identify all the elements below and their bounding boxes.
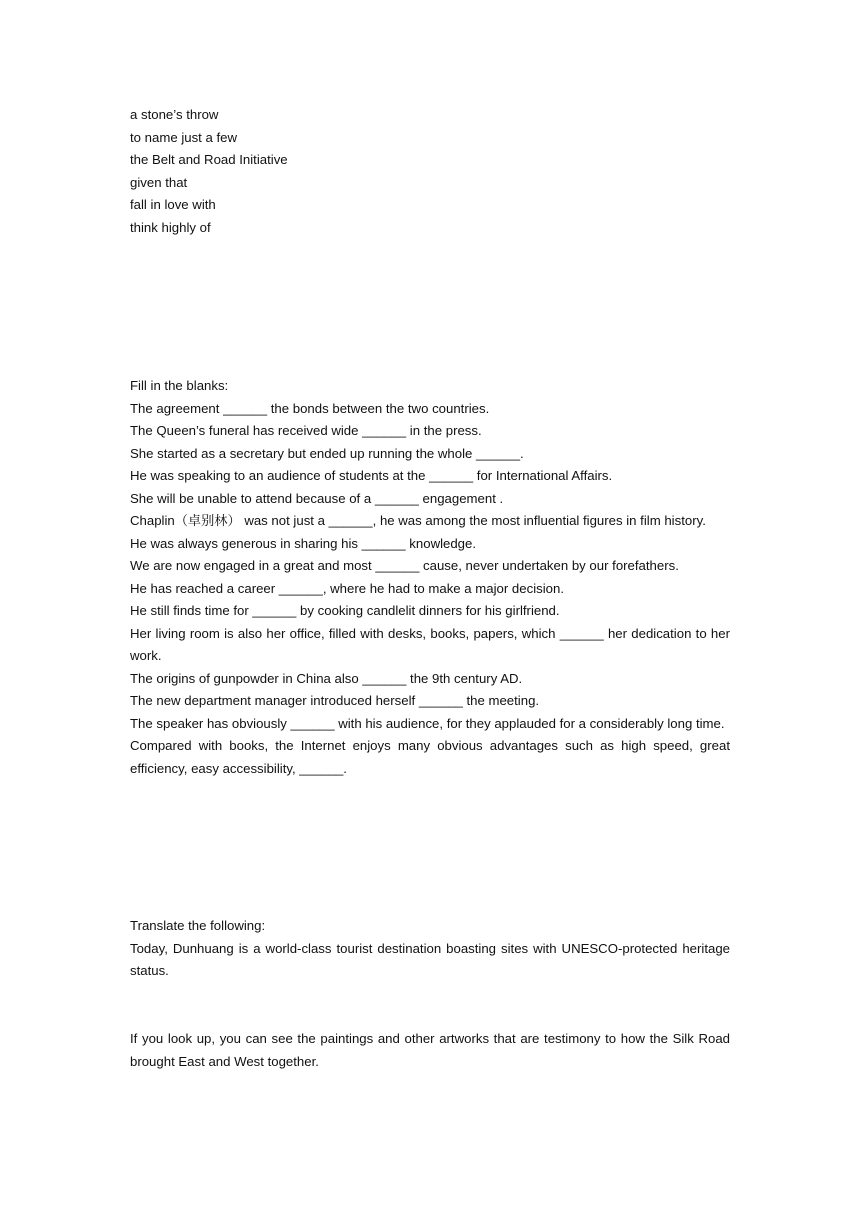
exercise-item: Her living room is also her office, filled with desks, books, papers, which ______ her dedication to her work.: [130, 625, 730, 663]
exercise-item: She started as a secretary but ended up running the whole ______.: [130, 445, 524, 461]
exercise-item: The agreement ______ the bonds between the two countries.: [130, 400, 490, 416]
exercise-item: The origins of gunpowder in China also ______ the 9th century AD.: [130, 670, 523, 686]
exercise-item: Chaplin（卓别林） was not just a ______, he was among the most influential figures in film history.: [130, 513, 706, 528]
exercise-item: The Queen’s funeral has received wide ______ in the press.: [130, 423, 482, 438]
phrase-item: the Belt and Road Initiative: [130, 152, 288, 167]
phrase-item: given that: [130, 174, 188, 190]
translation-section-continued: [130, 1028, 730, 1073]
exercise-item: He was speaking to an audience of students at the ______ for International Affairs.: [130, 468, 613, 483]
phrase-item: to name just a few: [130, 129, 238, 145]
section-heading: Translate the following:: [130, 918, 266, 933]
exercise-item: He was always generous in sharing his ______ knowledge.: [130, 535, 477, 551]
phrase-item: fall in love with: [130, 197, 216, 212]
exercise-item: Compared with books, the Internet enjoys many obvious advantages such as high speed, great efficiency, easy accessibility, ______.: [130, 738, 730, 776]
exercise-item: The new department manager introduced herself ______ the meeting.: [130, 693, 540, 708]
translation-sentence: If you look up, you can see the paintings and other artworks that are testimony to how the Silk Road brought East and West together.: [130, 1031, 730, 1069]
exercise-item: He still finds time for ______ by cooking candlelit dinners for his girlfriend.: [130, 603, 560, 618]
fill-in-blanks-section: [130, 375, 730, 780]
exercise-item: The speaker has obviously ______ with his audience, for they applauded for a considerably long time.: [130, 715, 725, 731]
phrase-list: [130, 104, 730, 239]
section-heading: Fill in the blanks:: [130, 378, 229, 393]
phrase-item: think highly of: [130, 219, 211, 235]
translation-sentence: Today, Dunhuang is a world-class tourist destination boasting sites with UNESCO-protected heritage status.: [130, 940, 730, 978]
translation-section: [130, 915, 730, 983]
exercise-item: We are now engaged in a great and most ______ cause, never undertaken by our forefathers.: [130, 558, 679, 573]
exercise-item: She will be unable to attend because of a ______ engagement .: [130, 490, 504, 506]
exercise-item: He has reached a career ______, where he had to make a major decision.: [130, 580, 564, 596]
phrase-item: a stone’s throw: [130, 107, 219, 122]
